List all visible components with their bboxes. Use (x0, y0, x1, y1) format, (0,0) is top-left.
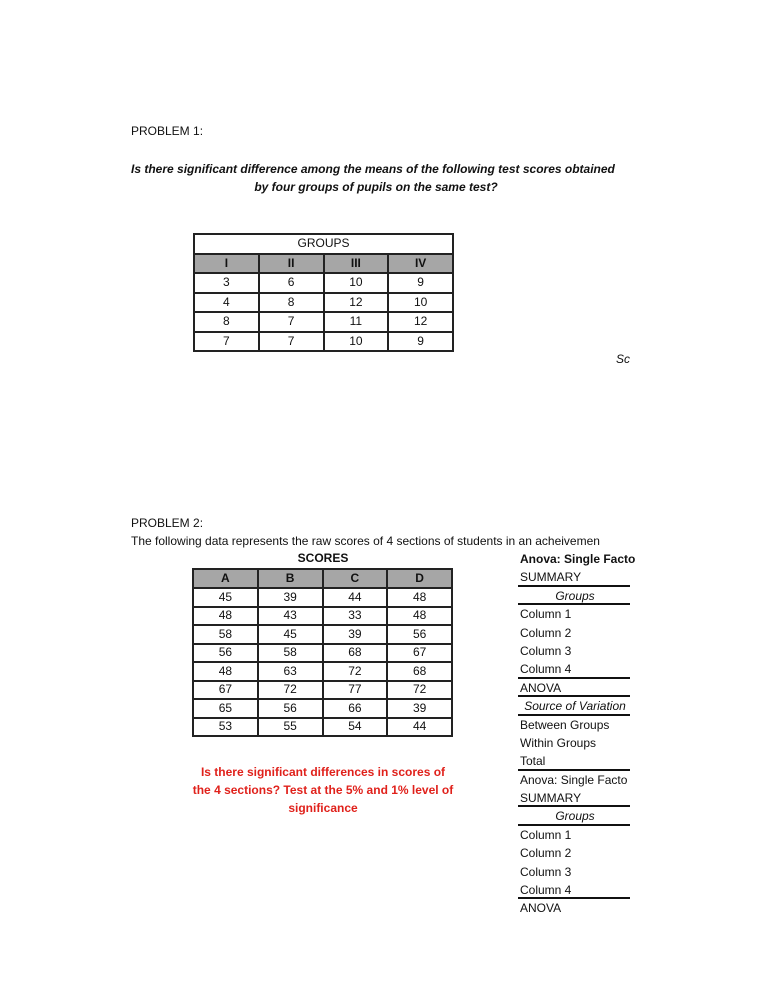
anova-row: Between Groups (520, 717, 610, 732)
scores-table-title: SCORES (297, 551, 349, 565)
table-cell: 66 (323, 699, 388, 718)
table-cell: 11 (324, 312, 389, 332)
table-row (193, 588, 452, 607)
table-row (193, 681, 452, 700)
clipped-label: Sc (616, 352, 631, 366)
anova-row: Anova: Single Facto (520, 772, 628, 787)
anova-row: ANOVA (518, 679, 630, 697)
table-cell: 53 (193, 718, 258, 737)
anova-row: SUMMARY (518, 568, 630, 586)
column-header: II (259, 254, 324, 274)
anova-row: Source of Variation (518, 697, 630, 715)
problem1-label: PROBLEM 1: (131, 124, 204, 138)
scores-table (192, 568, 453, 737)
table-cell: 45 (193, 588, 258, 607)
table-cell: 68 (323, 644, 388, 663)
table-cell: 10 (388, 293, 453, 313)
table-cell: 48 (193, 662, 258, 681)
table-cell: 44 (387, 718, 452, 737)
table-cell: 8 (259, 293, 324, 313)
table-cell: 12 (388, 312, 453, 332)
table-cell: 77 (323, 681, 388, 700)
anova-row: Column 3 (520, 643, 572, 658)
column-header: C (323, 569, 388, 588)
column-header: D (387, 569, 452, 588)
column-header: IV (388, 254, 453, 274)
table-cell: 10 (324, 273, 389, 293)
problem1-question-line2: by four groups of pupils on the same test? (254, 180, 498, 194)
table-cell: 44 (323, 588, 388, 607)
table-row (194, 312, 453, 332)
anova-row: Column 4 (518, 881, 630, 899)
anova-row: Anova: Single Facto (520, 552, 636, 566)
table-row (193, 625, 452, 644)
table-cell: 65 (193, 699, 258, 718)
table-row (193, 699, 452, 718)
table-cell: 43 (258, 607, 323, 626)
groups-table (193, 233, 454, 352)
table-row (194, 273, 453, 293)
table-cell: 39 (323, 625, 388, 644)
table-cell: 39 (387, 699, 452, 718)
table-cell: 56 (387, 625, 452, 644)
table-cell: 72 (258, 681, 323, 700)
table-cell: 7 (194, 332, 259, 352)
table-row (193, 662, 452, 681)
table-cell: 7 (259, 312, 324, 332)
anova-row: Column 2 (520, 846, 572, 861)
table-cell: 6 (259, 273, 324, 293)
anova-row: SUMMARY (518, 789, 630, 807)
table-cell: 67 (193, 681, 258, 700)
table-cell: 58 (258, 644, 323, 663)
column-header: I (194, 254, 259, 274)
anova-row: Column 1 (520, 607, 572, 622)
groups-table-title: GROUPS (194, 234, 453, 254)
column-header: III (324, 254, 389, 274)
table-cell: 12 (324, 293, 389, 313)
anova-row: Column 3 (520, 864, 572, 879)
table-cell: 72 (323, 662, 388, 681)
table-cell: 39 (258, 588, 323, 607)
column-header: A (193, 569, 258, 588)
column-header: B (258, 569, 323, 588)
anova-row: Within Groups (520, 735, 597, 750)
table-cell: 72 (387, 681, 452, 700)
table-cell: 48 (387, 607, 452, 626)
problem2-description: The following data represents the raw scores of 4 sections of students in an acheivemen (131, 534, 600, 548)
problem1-question-line1: Is there significant difference among the means of the following test scores obtained (131, 162, 615, 176)
table-cell: 9 (388, 273, 453, 293)
table-cell: 54 (323, 718, 388, 737)
anova-output (518, 550, 636, 918)
problem2-question: Is there significant differences in scores of the 4 sections? Test at the 5% and 1% level of significance (192, 765, 454, 815)
anova-row: ANOVA (520, 901, 562, 916)
table-cell: 10 (324, 332, 389, 352)
table-cell: 48 (387, 588, 452, 607)
table-cell: 9 (388, 332, 453, 352)
table-cell: 48 (193, 607, 258, 626)
table-row (193, 607, 452, 626)
anova-row: Total (518, 752, 630, 770)
anova-row: Column 4 (518, 660, 630, 678)
table-cell: 3 (194, 273, 259, 293)
anova-row: Column 2 (520, 625, 572, 640)
table-cell: 55 (258, 718, 323, 737)
table-cell: 7 (259, 332, 324, 352)
table-cell: 63 (258, 662, 323, 681)
table-row (194, 293, 453, 313)
anova-row: Column 1 (520, 827, 572, 842)
table-cell: 8 (194, 312, 259, 332)
anova-row: Groups (518, 807, 630, 825)
table-cell: 68 (387, 662, 452, 681)
problem2-label: PROBLEM 2: (131, 516, 204, 530)
table-row (193, 718, 452, 737)
table-cell: 56 (193, 644, 258, 663)
table-row (194, 332, 453, 352)
table-cell: 4 (194, 293, 259, 313)
anova-row: Groups (518, 587, 630, 605)
table-cell: 56 (258, 699, 323, 718)
table-cell: 33 (323, 607, 388, 626)
table-cell: 58 (193, 625, 258, 644)
table-cell: 67 (387, 644, 452, 663)
table-cell: 45 (258, 625, 323, 644)
table-row (193, 644, 452, 663)
